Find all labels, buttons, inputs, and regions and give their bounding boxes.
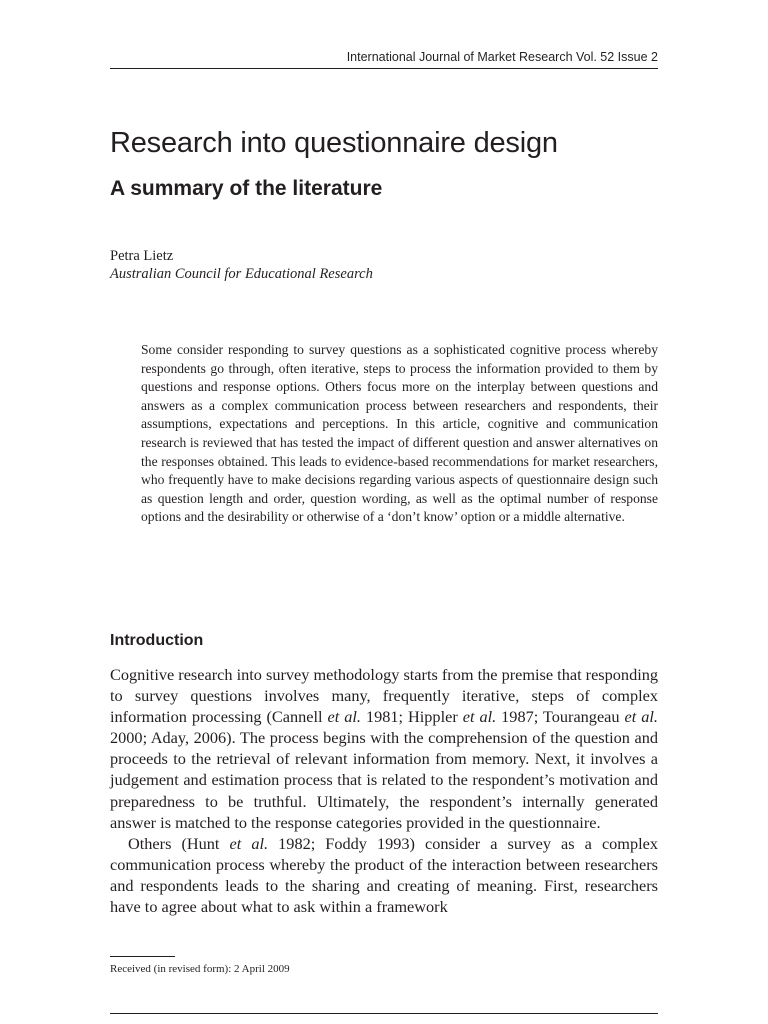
author-name: Petra Lietz [110, 248, 174, 264]
author-affiliation: Australian Council for Educational Research [110, 266, 373, 282]
section-heading-introduction: Introduction [110, 632, 204, 649]
article-title: Research into questionnaire design [110, 127, 558, 159]
running-header: International Journal of Market Research Vol. 52 Issue 2 [346, 50, 658, 64]
paragraph-1: Cognitive research into survey methodology starts from the premise that responding to survey questions involves many, frequently iterative, steps of complex information processing (Cannell et al. 1981; Hippler et al. 1987; Tourangeau et al. 2000; Aday, 2006). The process begins with the comprehension of the question and proceeds to the retrieval of relevant information from memory. Next, it involves a judgement and estimation process that is related to the respondent’s motivation and preparedness to be truthful. Ultimately, the respondent’s internally generated answer is matched to the response categories provided in the questionnaire. [110, 665, 659, 832]
footnote-rule [110, 956, 175, 957]
article-subtitle: A summary of the literature [110, 177, 383, 200]
header-rule [110, 68, 658, 69]
footnote-received-date: Received (in revised form): 2 April 2009 [110, 963, 290, 975]
footer-rule [110, 1013, 658, 1014]
abstract: Some consider responding to survey questions as a sophisticated cognitive process whereby respondents go through, often iterative, steps to process the information provided to them by questions and response options. Others focus more on the interplay between questions and answers as a complex communication process between researchers and respondents, their assumptions, expectations and perceptions. In this article, cognitive and communication research is reviewed that has tested the impact of different question and answer alternatives on the responses obtained. This leads to evidence-based recommendations for market researchers, who frequently have to make decisions regarding various aspects of questionnaire design such as question length and order, question wording, as well as the optimal number of response options and the desirability or otherwise of a ‘don’t know’ option or a middle alternative. [141, 342, 658, 525]
introduction-body [110, 664, 658, 917]
paragraph-2: Others (Hunt et al. 1982; Foddy 1993) consider a survey as a complex communication process whereby the product of the interaction between researchers and respondents leads to the sharing and creating of meaning. First, researchers have to agree about what to ask within a framework [110, 833, 659, 917]
